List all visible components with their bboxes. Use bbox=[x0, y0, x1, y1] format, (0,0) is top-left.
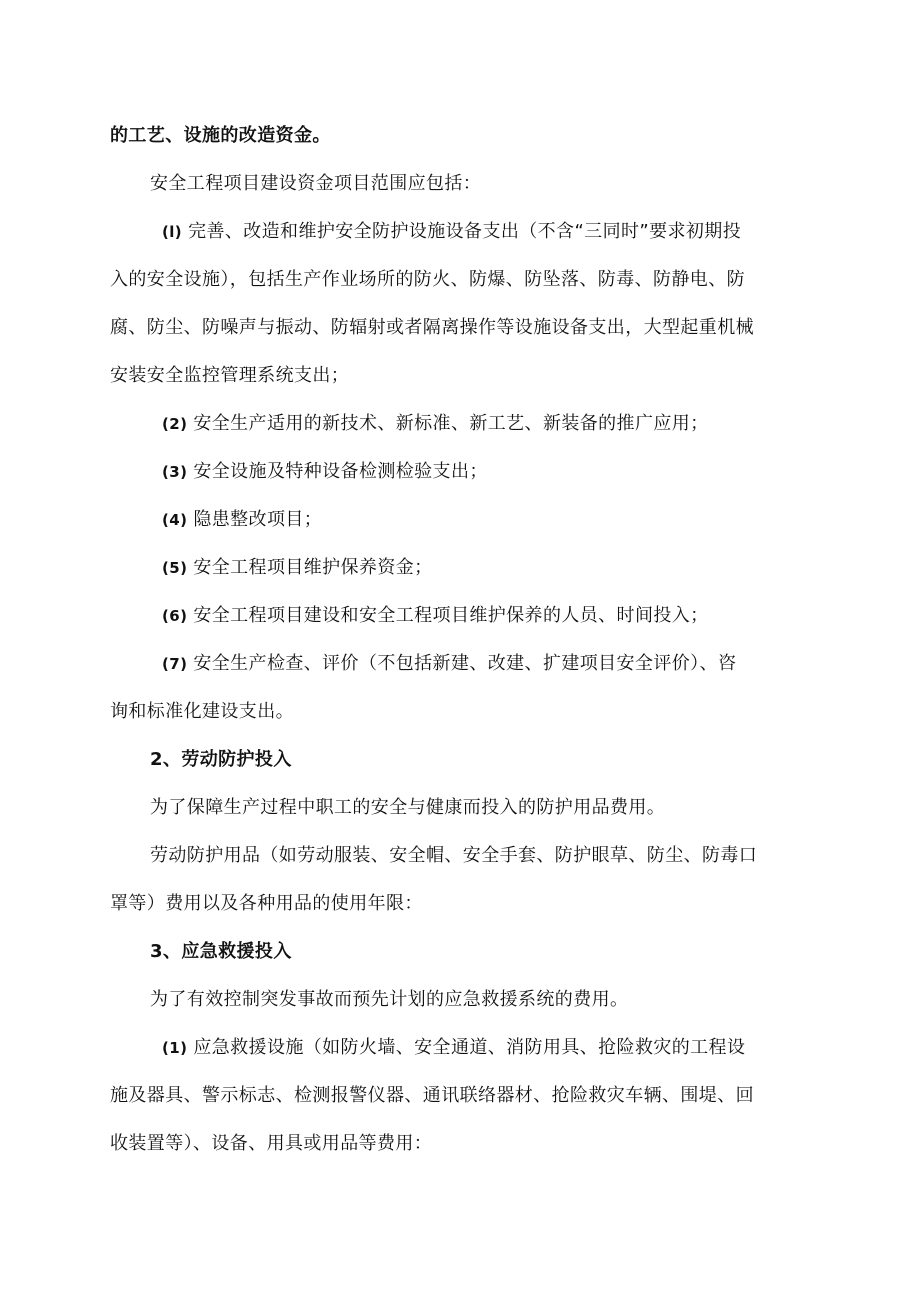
list-text: 隐患整改项目； bbox=[193, 509, 323, 530]
paragraph-line: 罩等）费用以及各种用品的使用年限： bbox=[110, 893, 423, 914]
list-item-2 bbox=[110, 412, 815, 436]
list-text-line: 收装置等）、设备、用具或用品等费用： bbox=[110, 1133, 433, 1154]
list-number: (4) bbox=[162, 511, 188, 529]
list-item-3 bbox=[110, 460, 815, 484]
list-text: 安全生产检查、评价（不包括新建、改建、扩建项目安全评价）、咨 bbox=[193, 653, 737, 674]
list-item-1 bbox=[110, 220, 815, 388]
list-text-line: 腐、防尘、防噪声与振动、防辐射或者隔离操作等设施设备支出，大型起重机械 bbox=[110, 317, 754, 338]
paragraph-line: 劳动防护用品（如劳动服装、安全帽、安全手套、防护眼草、防尘、防毒口 bbox=[150, 845, 758, 866]
list-text: 应急救援设施（如防火墙、安全通道、消防用具、抢险救灾的工程设 bbox=[193, 1037, 746, 1058]
list-text: 安全工程项目维护保养资金； bbox=[193, 557, 433, 578]
list-text-line: 入的安全设施），包括生产作业场所的防火、防爆、防坠落、防毒、防静电、防 bbox=[110, 269, 745, 290]
paragraph-protective-equipment bbox=[110, 844, 815, 916]
list-number: (2) bbox=[162, 415, 188, 433]
list-text-line: 施及器具、警示标志、检测报警仪器、通讯联络器材、抢险救灾车辆、围堤、回 bbox=[110, 1085, 754, 1106]
list-item-4 bbox=[110, 508, 815, 532]
list-text: 完善、改造和维护安全防护设施设备支出（不含“三同时”要求初期投 bbox=[188, 221, 742, 242]
list-text-line: 询和标准化建设支出。 bbox=[110, 701, 294, 722]
list-number: (5) bbox=[162, 559, 188, 577]
section-heading-3: 3、应急救援投入 bbox=[150, 941, 292, 962]
paragraph-scope-intro: 安全工程项目建设资金项目范围应包括： bbox=[150, 173, 482, 194]
list-number: (7) bbox=[162, 655, 188, 673]
list-text-line: 安装安全监控管理系统支出； bbox=[110, 365, 350, 386]
list-number: (l) bbox=[162, 223, 183, 241]
list-text: 安全工程项目建设和安全工程项目维护保养的人员、时间投入； bbox=[193, 605, 709, 626]
section-heading-2: 2、劳动防护投入 bbox=[150, 749, 292, 770]
list-number: (3) bbox=[162, 463, 188, 481]
paragraph-labor-protection: 为了保障生产过程中职工的安全与健康而投入的防护用品费用。 bbox=[150, 797, 666, 818]
document-page bbox=[110, 124, 815, 1180]
paragraph-emergency: 为了有效控制突发事故而预先计划的应急救援系统的费用。 bbox=[150, 989, 629, 1010]
list-item-7 bbox=[110, 652, 815, 724]
list-text: 安全设施及特种设备检测检验支出； bbox=[193, 461, 488, 482]
list-item-5 bbox=[110, 556, 815, 580]
list-item-6 bbox=[110, 604, 815, 628]
list-number: (1) bbox=[162, 1039, 188, 1057]
list-item-emergency-1 bbox=[110, 1036, 815, 1156]
list-text: 安全生产适用的新技术、新标准、新工艺、新装备的推广应用； bbox=[193, 413, 709, 434]
paragraph-continuation: 的工艺、设施的改造资金。 bbox=[110, 125, 331, 146]
list-number: (6) bbox=[162, 607, 188, 625]
